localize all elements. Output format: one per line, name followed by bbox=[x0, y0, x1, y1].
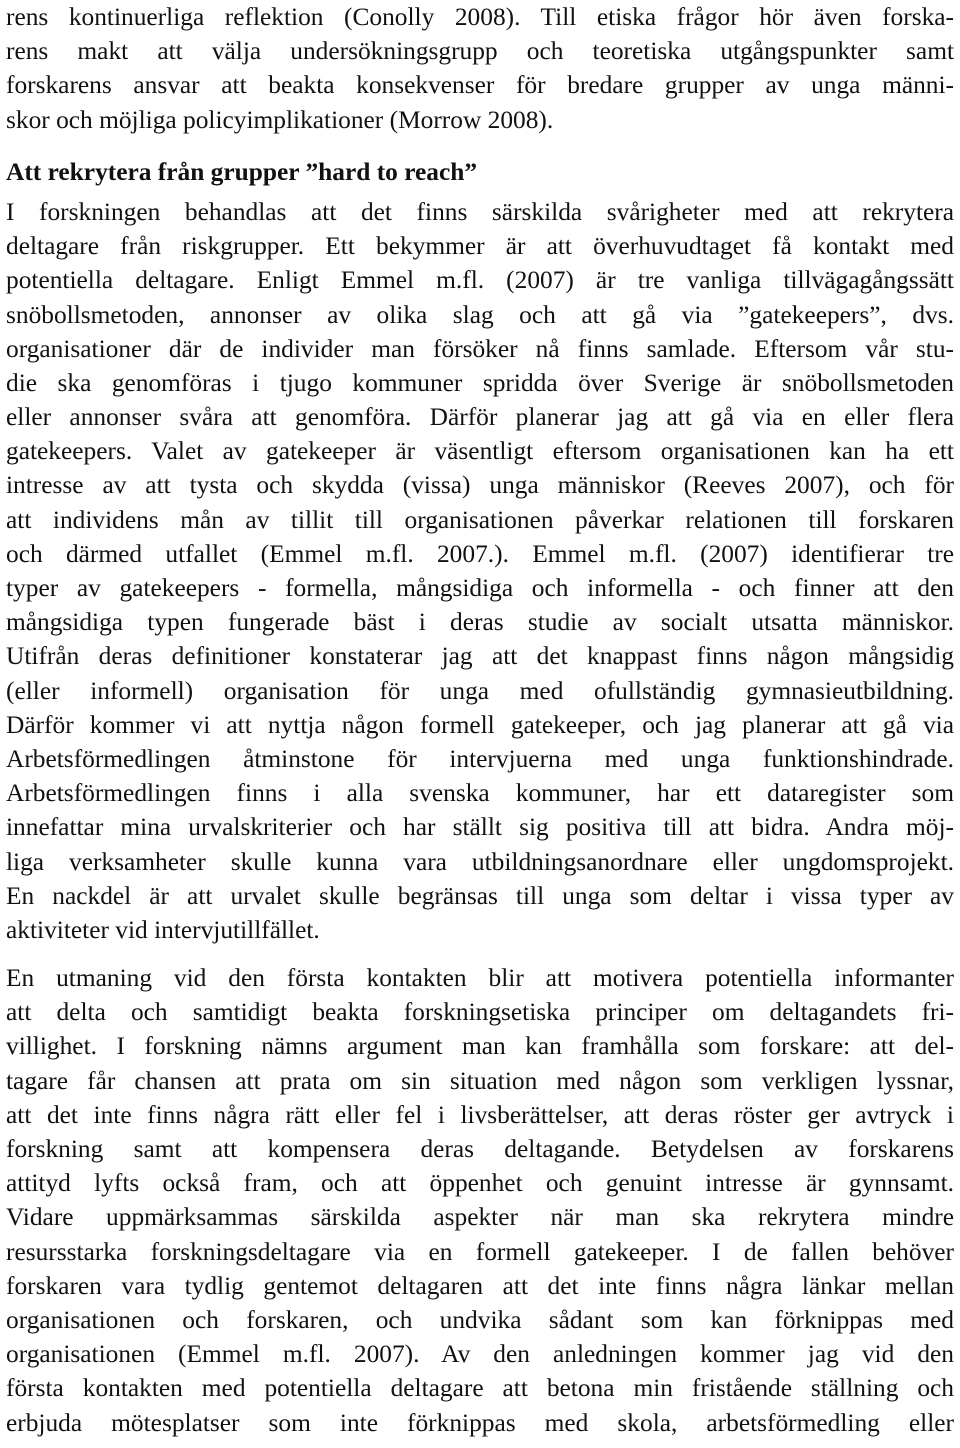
text-line: mångsidiga typen fungerade bäst i deras studie av socialt utsatta människor. bbox=[6, 608, 954, 637]
text-line: Arbetsförmedlingen åtminstone för intervjuerna med unga funktionshindrade. bbox=[6, 744, 954, 773]
text-line: intresse av att tysta och skydda (vissa) unga människor (Reeves 2007), och för bbox=[6, 471, 954, 500]
text-line: tagare får chansen att prata om sin situation med någon som verkligen lyssnar, bbox=[6, 1066, 954, 1095]
text-line: skor och möjliga policyimplikationer (Morrow 2008). bbox=[6, 105, 554, 134]
section-heading: Att rekrytera från grupper ”hard to reach” bbox=[6, 157, 478, 186]
text-line: rens makt att välja undersökningsgrupp och teoretiska utgångspunkter samt bbox=[6, 37, 954, 66]
text-line: och därmed utfallet (Emmel m.fl. 2007.). Emmel m.fl. (2007) identifierar tre bbox=[6, 539, 954, 568]
text-line: aktiviteter vid intervjutillfället. bbox=[6, 915, 320, 944]
text-line: (eller informell) organisation för unga med ofullständig gymnasieutbildning. bbox=[6, 676, 954, 705]
text-line: snöbollsmetoden, annonser av olika slag och att gå via ”gatekeepers”, dvs. bbox=[6, 300, 954, 329]
text-line: gatekeepers. Valet av gatekeeper är väsentligt eftersom organisationen kan ha ett bbox=[6, 437, 954, 466]
text-line: erbjuda mötesplatser som inte förknippas med skola, arbetsförmedling eller bbox=[6, 1408, 954, 1437]
text-line: potentiella deltagare. Enligt Emmel m.fl. (2007) är tre vanliga tillvägagångssätt bbox=[6, 266, 954, 295]
text-line: typer av gatekeepers - formella, mångsidiga och informella - och finner att den bbox=[6, 574, 954, 602]
text-line: forskarens ansvar att beakta konsekvenser för bredare grupper av unga männi- bbox=[6, 71, 954, 100]
text-line: Arbetsförmedlingen finns i alla svenska kommuner, har ett dataregister som bbox=[6, 779, 954, 808]
text-line: att det inte finns några rätt eller fel i livsberättelser, att deras röster ger avtryck i bbox=[6, 1100, 954, 1129]
text-line: att individens mån av tillit till organisationen påverkar relationen till forskaren bbox=[6, 505, 954, 534]
text-line: organisationen (Emmel m.fl. 2007). Av den anledningen kommer jag vid den bbox=[6, 1340, 954, 1369]
text-line: organisationer där de individer man försöker nå finns samlade. Eftersom vår stu- bbox=[6, 334, 954, 363]
text-line: I forskningen behandlas att det finns särskilda svårigheter med att rekrytera bbox=[6, 197, 954, 226]
text-line: första kontakten med potentiella deltagare att betona min fristående ställning och bbox=[6, 1374, 954, 1403]
text-line: deltagare från riskgrupper. Ett bekymmer är att överhuvudtaget få kontakt med bbox=[6, 232, 954, 261]
text-line: rens kontinuerliga reflektion (Conolly 2008). Till etiska frågor hör även forska- bbox=[6, 3, 954, 31]
paragraph-first-contact bbox=[6, 961, 954, 1440]
text-line: Vidare uppmärksammas särskilda aspekter när man ska rekrytera mindre bbox=[6, 1203, 954, 1232]
text-line: Utifrån deras definitioner konstaterar jag att det knappast finns någon mångsidig bbox=[6, 642, 954, 671]
text-line: villighet. I forskning nämns argument man kan framhålla som forskare: att del- bbox=[6, 1032, 954, 1061]
paragraph-spacer bbox=[6, 947, 954, 961]
text-line: eller annonser svåra att genomföra. Därför planerar jag att gå via en eller flera bbox=[6, 403, 954, 432]
text-line: forskning samt att kompensera deras deltagande. Betydelsen av forskarens bbox=[6, 1135, 954, 1163]
text-line: Därför kommer vi att nyttja någon formell gatekeeper, och jag planerar att gå via bbox=[6, 710, 954, 739]
text-line: En nackdel är att urvalet skulle begränsas till unga som deltar i vissa typer av bbox=[6, 881, 954, 910]
text-line: attityd lyfts också fram, och att öppenhet och genuint intresse är gynnsamt. bbox=[6, 1169, 954, 1198]
paragraph-recruitment bbox=[6, 195, 954, 947]
document-page bbox=[6, 0, 954, 1440]
paragraph-continued bbox=[6, 0, 954, 137]
text-line: liga verksamheter skulle kunna vara utbildningsanordnare eller ungdomsprojekt. bbox=[6, 847, 954, 876]
text-line: innefattar mina urvalskriterier och har ställt sig positiva till att bidra. Andra möj- bbox=[6, 813, 954, 842]
text-line: resursstarka forskningsdeltagare via en formell gatekeeper. I de fallen behöver bbox=[6, 1237, 954, 1266]
text-line: die ska genomföras i tjugo kommuner spridda över Sverige är snöbollsmetoden bbox=[6, 368, 954, 397]
text-line: En utmaning vid den första kontakten blir att motivera potentiella informanter bbox=[6, 964, 954, 993]
text-line: organisationen och forskaren, och undvika sådant som kan förknippas med bbox=[6, 1305, 954, 1334]
text-line: forskaren vara tydlig gentemot deltagaren att det inte finns några länkar mellan bbox=[6, 1271, 954, 1300]
text-line: att delta och samtidigt beakta forskningsetiska principer om deltagandets fri- bbox=[6, 998, 954, 1027]
paragraph-spacer bbox=[6, 137, 954, 149]
